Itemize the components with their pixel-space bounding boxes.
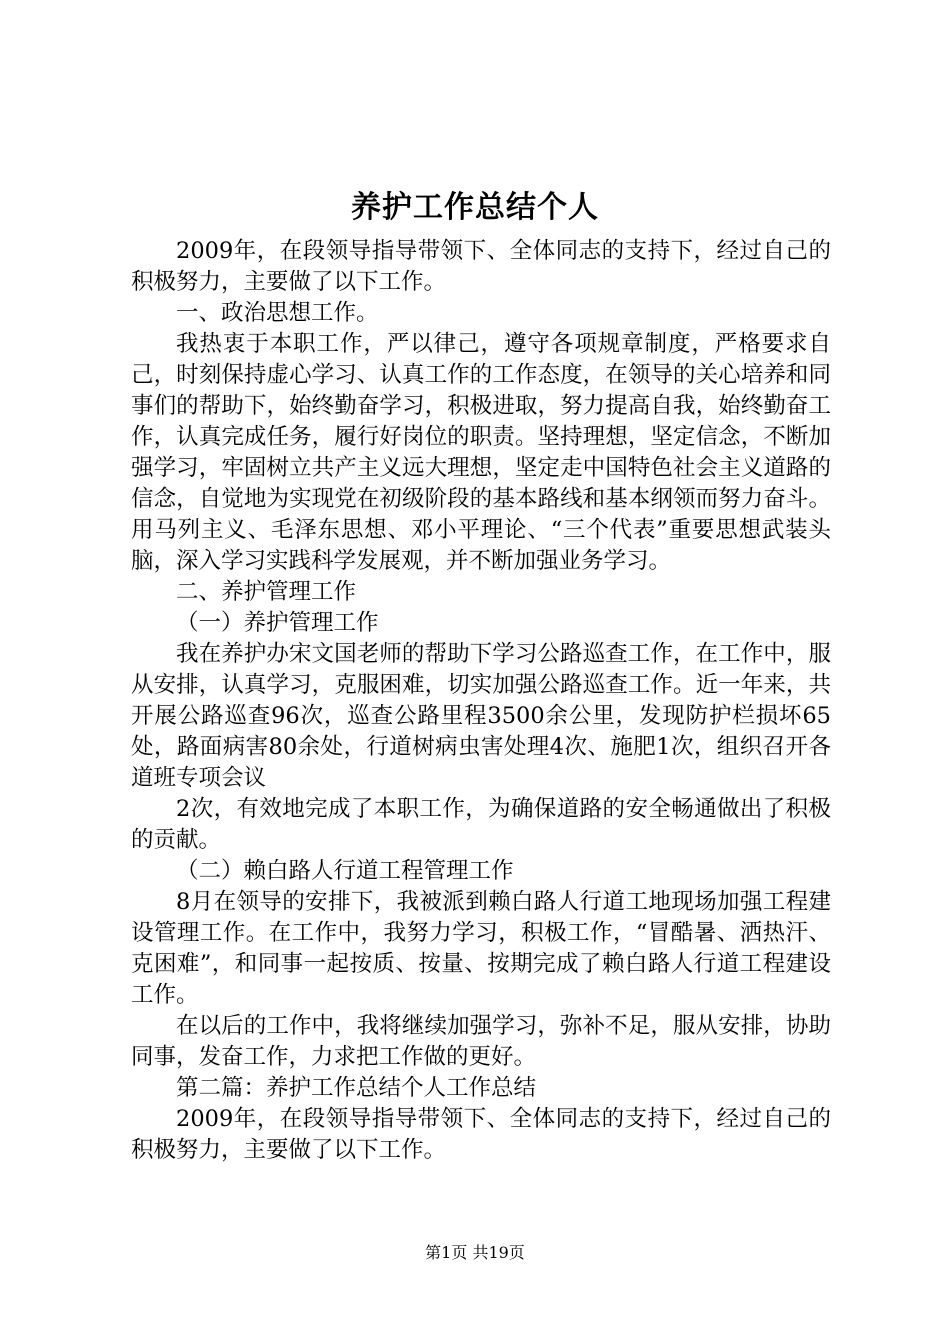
subsection-heading: （一）养护管理工作 xyxy=(176,610,379,636)
section-heading: 二、养护管理工作 xyxy=(176,579,357,605)
paragraph: 我在养护办宋文国老师的帮助下学习公路巡查工作，在工作中，服从安排，认真学习，克服困难，切实加强公路巡查工作。近一年来，共开展公路巡查96次，巡查公路里程3500余公里，发现防护栏损坏65处，路面病害80余处，行道树病虫害处理4次、施肥1次，组织召开各道班专项会议 xyxy=(131,641,831,791)
document-body xyxy=(131,236,831,1166)
page-footer: 第1页 共19页 xyxy=(425,1243,525,1262)
document-title: 养护工作总结个人 xyxy=(351,190,599,225)
subsection-heading: （二）赖白路人行道工程管理工作 xyxy=(176,858,514,884)
paragraph: 我热衷于本职工作，严以律己，遵守各项规章制度，严格要求自己，时刻保持虚心学习、认真工作的工作态度，在领导的关心培养和同事们的帮助下，始终勤奋学习，积极进取，努力提高自我，始终勤奋工作，认真完成任务，履行好岗位的职责。坚持理想，坚定信念，不断加强学习，牢固树立共产主义远大理想，坚定走中国特色社会主义道路的信念，自觉地为实现党在初级阶段的基本路线和基本纲领而努力奋斗。用马列主义、毛泽东思想、邓小平理论、“三个代表”重要思想武装头脑，深入学习实践科学发展观，并不断加强业务学习。 xyxy=(131,331,831,574)
section-heading: 一、政治思想工作。 xyxy=(176,300,379,326)
section-heading: 第二篇：养护工作总结个人工作总结 xyxy=(176,1075,537,1101)
paragraph: 2009年，在段领导指导带领下、全体同志的支持下，经过自己的积极努力，主要做了以下工作。 xyxy=(131,1106,831,1163)
paragraph: 在以后的工作中，我将继续加强学习，弥补不足，服从安排，协助同事，发奋工作，力求把工作做的更好。 xyxy=(131,1013,831,1070)
paragraph: 2009年，在段领导指导带领下、全体同志的支持下，经过自己的积极努力，主要做了以下工作。 xyxy=(131,238,831,295)
paragraph: 8月在领导的安排下，我被派到赖白路人行道工地现场加强工程建设管理工作。在工作中，我努力学习，积极工作，“冒酷暑、洒热汗、克困难”，和同事一起按质、按量、按期完成了赖白路人行道工程建设工作。 xyxy=(131,889,831,1008)
paragraph: 2次，有效地完成了本职工作，为确保道路的安全畅通做出了积极的贡献。 xyxy=(131,796,831,853)
